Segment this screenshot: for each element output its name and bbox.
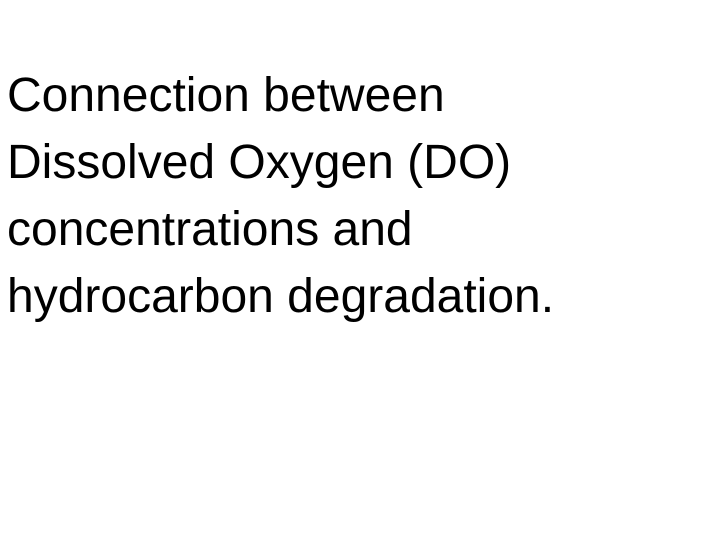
slide-text-line-4: hydrocarbon degradation. <box>7 270 555 323</box>
slide-text-line-3: concentrations and <box>7 203 413 256</box>
slide-text-line-1: Connection between <box>7 69 445 122</box>
slide-text-line-2: Dissolved Oxygen (DO) <box>7 136 512 189</box>
slide-text <box>7 62 712 330</box>
